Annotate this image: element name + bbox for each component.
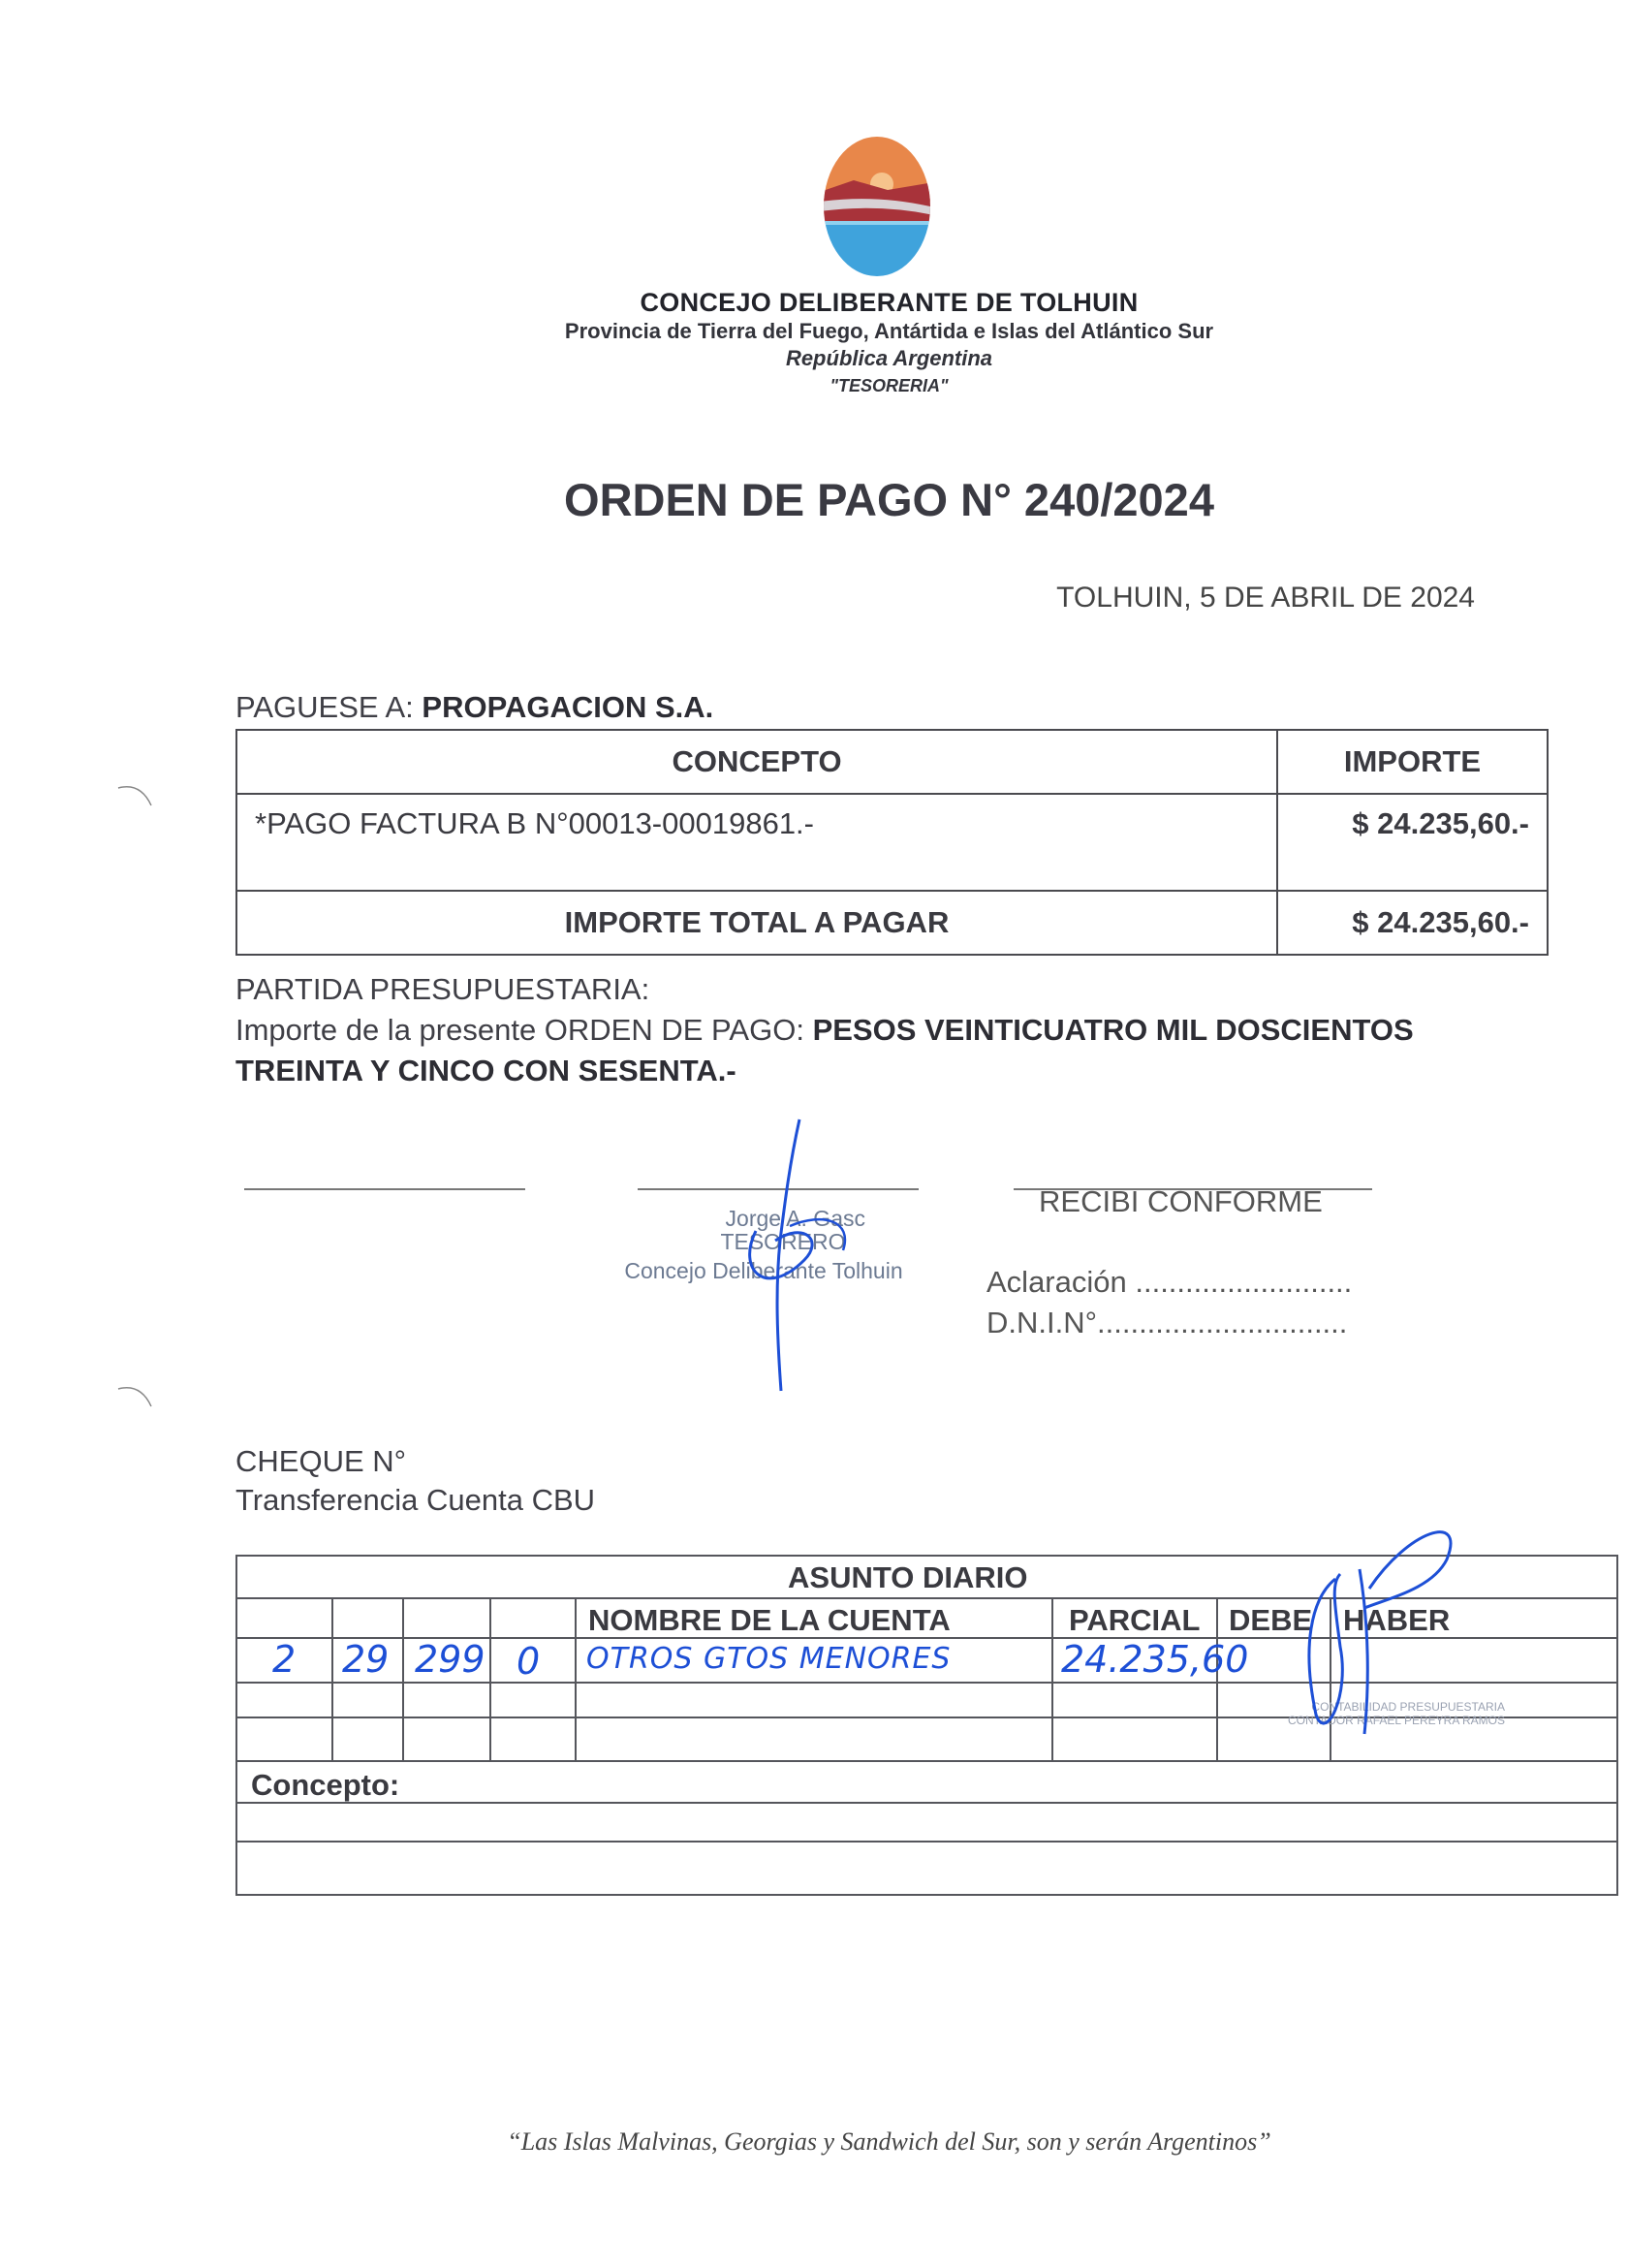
org-name: CONCEJO DELIBERANTE DE TOLHUIN — [640, 288, 1139, 317]
row-importe: $ 24.235,60.- — [1277, 794, 1548, 891]
col-nombre-cuenta: NOMBRE DE LA CUENTA — [588, 1603, 951, 1637]
cheque-label: CHEQUE N° — [235, 1444, 407, 1478]
col-parcial: PARCIAL — [1069, 1603, 1201, 1637]
col-debe: DEBE — [1229, 1603, 1313, 1637]
punch-mark-1 — [116, 780, 155, 809]
receiver-fields — [986, 1262, 1352, 1343]
accountant-signature — [1243, 1492, 1476, 1782]
hand-code-1: 2 — [272, 1638, 297, 1681]
hand-parcial: 24.235,60 — [1061, 1638, 1249, 1681]
treasurer-signature — [698, 1115, 872, 1396]
accounting-stamp-line-2: CONTADOR RAFAEL PEREYRA RAMOS — [1287, 1714, 1505, 1727]
table-row — [236, 794, 1548, 891]
transfer-label: Transferencia Cuenta CBU — [235, 1483, 596, 1517]
stamp-org: Concejo Deliberante Tolhuin — [624, 1258, 903, 1283]
hand-cuenta: OTROS GTOS MENORES — [586, 1642, 952, 1676]
partida-label: PARTIDA PRESUPUESTARIA: — [235, 972, 650, 1006]
payee-name: PROPAGACION S.A. — [422, 690, 714, 724]
dni-field: D.N.I.N°.............................. — [986, 1306, 1348, 1339]
hand-code-3: 299 — [415, 1638, 485, 1681]
aclaracion-field: Aclaración .......................... — [986, 1265, 1353, 1299]
issue-date: TOLHUIN, 5 DE ABRIL DE 2024 — [1056, 582, 1475, 614]
payee-label: PAGUESE A: — [235, 690, 414, 724]
ledger-title: ASUNTO DIARIO — [788, 1560, 1028, 1594]
stamp-name: Jorge A. Gasc — [725, 1206, 865, 1231]
hand-code-4: 0 — [517, 1640, 541, 1683]
col-haber: HABER — [1343, 1603, 1451, 1637]
importe-words: PESOS VEINTICUATRO MIL DOSCIENTOS TREINTA Y CINCO CON SESENTA.- — [235, 1013, 1414, 1087]
total-label: IMPORTE TOTAL A PAGAR — [236, 891, 1277, 955]
page-title: ORDEN DE PAGO N° 240/2024 — [564, 474, 1214, 525]
accounting-stamp-line-1: CONTABILIDAD PRESUPUESTARIA — [1311, 1700, 1505, 1714]
row-concepto: *PAGO FACTURA B N°00013-00019861.- — [236, 794, 1277, 891]
importe-words-line — [235, 1010, 1544, 1091]
footer-motto: “Las Islas Malvinas, Georgias y Sandwich del Sur, son y serán Argentinos” — [507, 2127, 1271, 2156]
col-concepto: CONCEPTO — [236, 730, 1277, 794]
hand-code-2: 29 — [342, 1638, 390, 1681]
signature-line-1 — [244, 1188, 525, 1190]
punch-mark-2 — [116, 1381, 155, 1410]
importe-label: Importe de la presente ORDEN DE PAGO: — [235, 1013, 804, 1047]
council-logo — [820, 134, 934, 279]
province-name: Provincia de Tierra del Fuego, Antártida e Islas del Atlántico Sur — [564, 319, 1214, 343]
stamp-role: TESORERO — [720, 1229, 846, 1254]
partida-block — [235, 969, 1544, 1091]
col-importe: IMPORTE — [1277, 730, 1548, 794]
country-name: República Argentina — [785, 346, 993, 370]
table-header-row — [236, 730, 1548, 794]
concepto-label: Concepto: — [251, 1768, 400, 1802]
total-value: $ 24.235,60.- — [1277, 891, 1548, 955]
asunto-diario-table — [235, 1555, 1623, 1898]
payment-method — [235, 1442, 595, 1520]
payment-table — [235, 729, 1549, 956]
department-name: "TESORERIA" — [830, 376, 949, 395]
recibi-conforme: RECIBI CONFORME — [1039, 1184, 1323, 1218]
table-total-row — [236, 891, 1548, 955]
payee-line — [235, 690, 713, 725]
